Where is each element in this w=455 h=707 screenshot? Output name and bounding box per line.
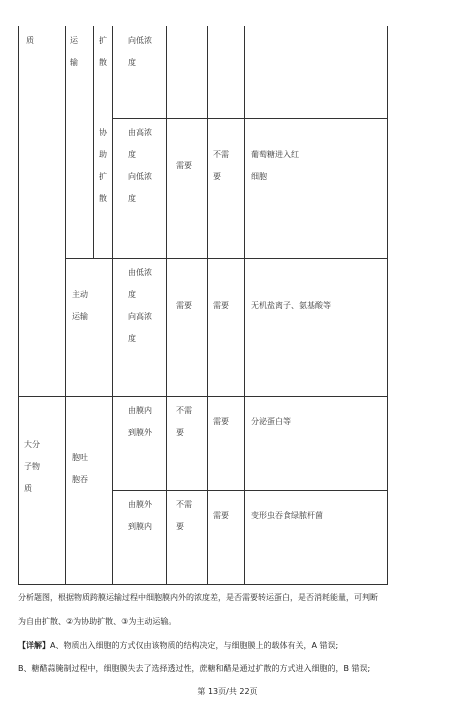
table-line [207, 26, 208, 585]
cell-active-gradient: 由低浓 度 向高浓 度 [128, 268, 152, 343]
cell-active-energy: 需要 [213, 301, 229, 310]
page-footer [0, 686, 455, 697]
cell-facilitated-energy: 不需 要 [213, 150, 229, 181]
table-line [93, 26, 94, 258]
table-line [244, 26, 245, 585]
cell-endocytosis-carrier: 不需 要 [176, 500, 192, 531]
table-line [112, 26, 113, 585]
cell-exocytosis-direction: 由膜内 到膜外 [128, 406, 152, 437]
cell-exocytosis-example: 分泌蛋白等 [251, 417, 291, 426]
cell-active-label: 主动 运输 [72, 290, 88, 321]
table-line [65, 26, 66, 585]
cell-facilitated-label: 协 助 扩 散 [99, 128, 107, 203]
detail-line-a: 【详解】A、物质出入细胞的方式仅由该物质的结构决定，与细胞膜上的载体有关，A 错误; [18, 641, 339, 650]
detail-line-b: B、糖醋蒜腌制过程中，细胞膜失去了选择透过性，蔗糖和醋是通过扩散的方式进入细胞的，B 错误; [18, 664, 371, 673]
cell-exocytosis-energy: 需要 [213, 417, 229, 426]
cell-active-carrier: 需要 [176, 301, 192, 310]
cell-facilitated-gradient: 由高浓 度 向低浓 度 [128, 128, 152, 203]
page-number: 第 13页/共 22页 [197, 687, 258, 696]
cell-active-example: 无机盐离子、氨基酸等 [251, 301, 331, 310]
table-line [112, 490, 388, 491]
cell-substance-top: 质 [26, 36, 34, 45]
cell-passive-label: 运 输 [70, 36, 78, 67]
cell-exocytosis-carrier: 不需 要 [176, 406, 192, 437]
analysis-line-2: 为自由扩散、②为协助扩散、③为主动运输。 [18, 617, 177, 626]
cell-endocytosis-direction: 由膜外 到膜内 [128, 500, 152, 531]
cell-endocytosis-energy: 需要 [213, 511, 229, 520]
analysis-line-1: 分析题图，根据物质跨膜运输过程中细胞膜内外的浓度差，是否需要转运蛋白，是否消耗能量，可判断 [18, 593, 378, 602]
cell-endocytosis-example: 变形虫吞食绿脓杆菌 [251, 511, 323, 520]
cell-facilitated-carrier: 需要 [176, 161, 192, 170]
table-line [18, 396, 388, 397]
table-line [112, 118, 388, 119]
cell-macro-label: 大分 子物 质 [24, 440, 40, 493]
cell-simple-diffusion-label: 扩 散 [99, 36, 107, 67]
cell-facilitated-example: 葡萄糖进入红 细胞 [251, 150, 299, 181]
cell-macro-type: 胞吐 胞吞 [72, 453, 88, 484]
table-line [18, 584, 388, 585]
table-line [166, 26, 167, 585]
table-line [65, 258, 388, 259]
table-line [387, 26, 388, 585]
detail-tag: 【详解】 [18, 641, 50, 650]
cell-simple-diffusion-gradient: 向低浓 度 [128, 36, 152, 67]
table-line [18, 26, 19, 585]
